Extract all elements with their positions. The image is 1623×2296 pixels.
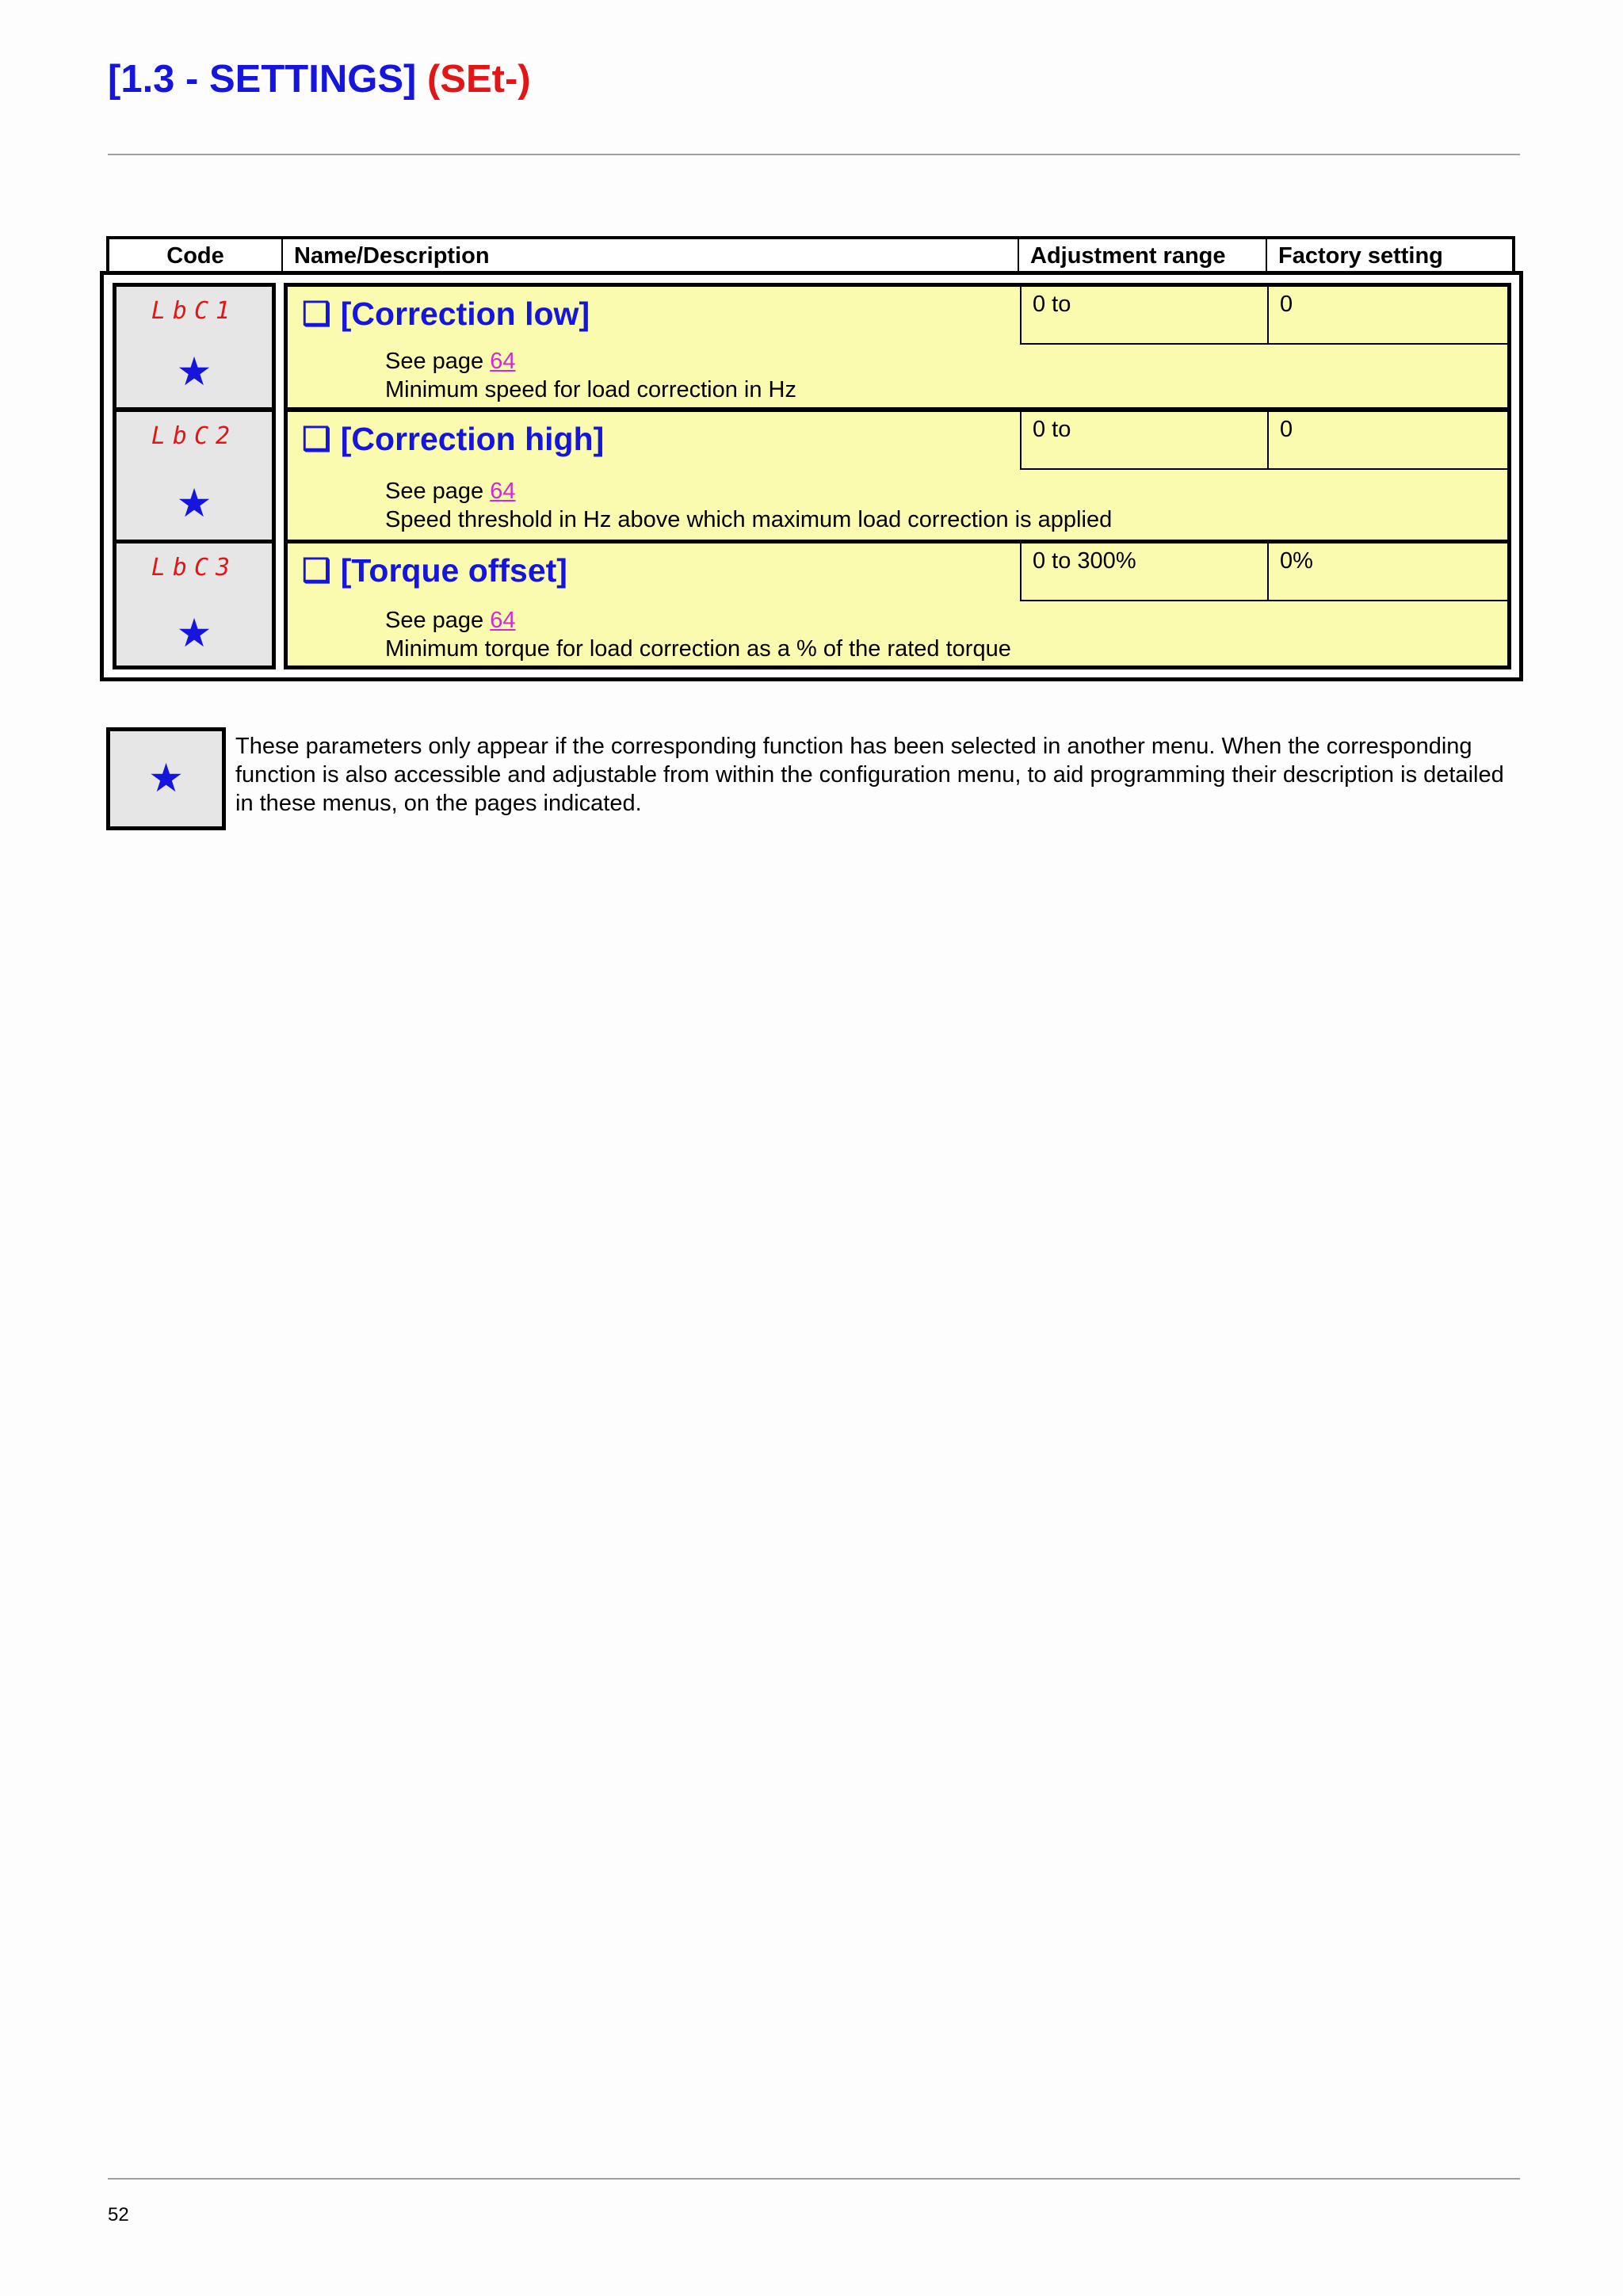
star-icon: ★ [148,756,184,800]
page-link[interactable]: 64 [490,608,516,633]
adjustment-range-value: 0 to 300% [1020,543,1267,601]
factory-setting-value: 0 [1267,287,1511,345]
parameter-code: LbC2 [151,422,238,450]
star-icon: ★ [176,349,212,394]
parameter-name: ❑ [Correction high] [302,421,605,457]
param-row-correction-low [284,283,1511,411]
code-cell-lbc1 [113,283,276,411]
code-cell-lbc3 [113,540,276,669]
page-title [108,55,531,103]
adjustment-range-value: 0 to [1020,287,1267,345]
checkbox-icon: ❑ [302,296,331,332]
parameter-name: ❑ [Torque offset] [302,552,567,589]
parameter-code: LbC1 [151,297,238,325]
param-row-torque-offset [284,540,1511,669]
header-name-description: Name/Description [283,236,1019,273]
code-cell-lbc2 [113,408,276,544]
parameter-code: LbC3 [151,554,238,582]
see-page-line: See page 64 [385,479,516,504]
parameter-name: ❑ [Correction low] [302,296,590,332]
header-factory-setting: Factory setting [1267,236,1515,273]
top-divider [108,154,1520,155]
parameter-description: Minimum speed for load correction in Hz [385,377,796,402]
page-number: 52 [108,2204,129,2225]
factory-setting-value: 0% [1267,543,1511,601]
see-page-line: See page 64 [385,608,516,633]
adjustment-range-value: 0 to [1020,412,1267,470]
header-adjustment-range: Adjustment range [1019,236,1267,273]
star-icon: ★ [176,611,212,655]
see-page-line: See page 64 [385,349,516,374]
note-text: These parameters only appear if the corresponding function has been selected in another menu. When the corresponding function is also accessible and adjustable from within the configuration menu, to aid programming their description is detailed in these menus, on the pages indicated. [235,734,1504,816]
page-link[interactable]: 64 [490,479,516,504]
page-title-code: (SEt-) [426,58,531,101]
bottom-divider [108,2178,1520,2180]
checkbox-icon: ❑ [302,552,331,589]
page-title-main: [1.3 - SETTINGS] [108,58,417,101]
param-row-correction-high [284,408,1511,544]
parameter-description: Minimum torque for load correction as a % of the rated torque [385,636,1011,662]
page-link[interactable]: 64 [490,349,516,374]
star-icon: ★ [176,481,212,525]
header-code: Code [106,236,283,273]
factory-setting-value: 0 [1267,412,1511,470]
note-star-box [106,727,226,830]
parameter-description: Speed threshold in Hz above which maximum load correction is applied [385,507,1113,532]
checkbox-icon: ❑ [302,421,331,457]
